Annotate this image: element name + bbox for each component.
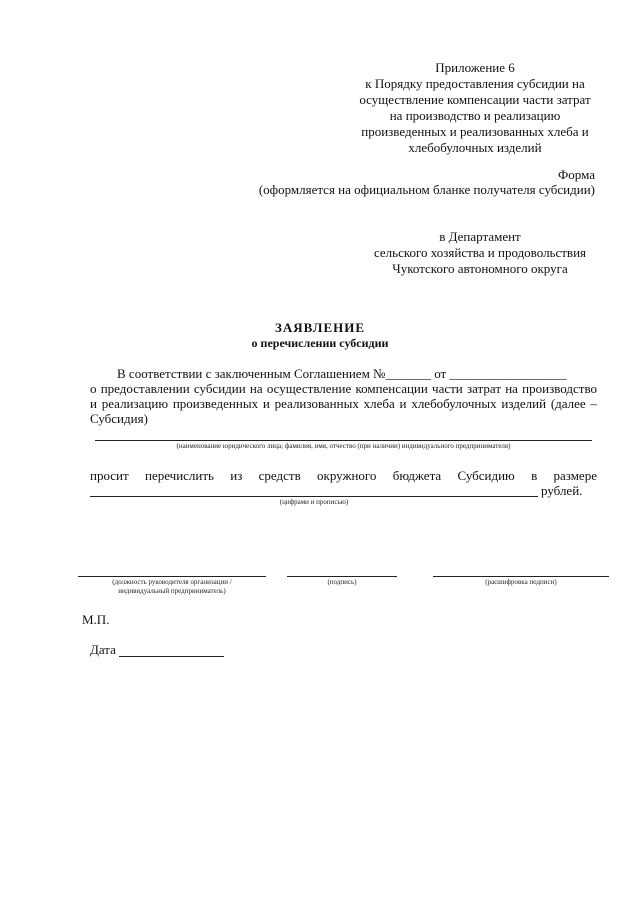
amount-caption: (цифрами и прописью): [279, 498, 349, 506]
position-field[interactable]: [78, 576, 266, 577]
signature-decoding-caption: (расшифровка подписи): [485, 578, 557, 586]
request-line: [90, 468, 597, 484]
position-caption-line: (должность руководителя организации /: [112, 578, 232, 586]
request-word: размере: [553, 468, 597, 483]
amount-field[interactable]: [90, 496, 538, 497]
appendix-line: хлебобулочных изделий: [408, 140, 542, 155]
addressee-block: [360, 229, 600, 277]
recipient-name-caption: (наименование юридического лица; фамилия, имя, отчество (при наличии) индивидуального предпринимателя): [176, 442, 511, 450]
appendix-line: произведенных и реализованных хлеба и: [361, 124, 589, 139]
recipient-name-field[interactable]: [95, 440, 592, 441]
agreement-line: Субсидия): [90, 411, 148, 426]
appendix-title: Приложение 6: [435, 60, 515, 75]
addressee-line: сельского хозяйства и продовольствия: [373, 245, 587, 260]
signature-caption: (подпись): [327, 578, 357, 586]
stamp-label: М.П.: [82, 612, 110, 627]
appendix-line: на производство и реализацию: [389, 108, 561, 123]
date-label: Дата: [90, 642, 116, 657]
appendix-line: осуществление компенсации части затрат: [359, 92, 591, 107]
signature-field[interactable]: [287, 576, 397, 577]
signature-decoding-field[interactable]: [433, 576, 609, 577]
position-caption-line: индивидуальный предприниматель): [118, 587, 226, 595]
form-label: Форма: [558, 167, 595, 182]
form-note: (оформляется на официальном бланке получателя субсидии): [258, 182, 595, 197]
addressee-line: в Департамент: [439, 229, 521, 244]
request-word: окружного: [317, 468, 377, 483]
request-word: Субсидию: [457, 468, 515, 483]
document-subtitle: о перечислении субсидии: [251, 336, 389, 350]
appendix-line: к Порядку предоставления субсидии на: [365, 76, 585, 91]
request-word: просит: [90, 468, 129, 483]
agreement-line: В соответствии с заключенным Соглашением №_______ от __________________: [117, 366, 567, 381]
agreement-line: и реализацию произведенных и реализованных хлеба и хлебобулочных изделий (далее –: [90, 396, 597, 411]
request-word: в: [531, 468, 538, 483]
request-word: средств: [258, 468, 301, 483]
request-word: перечислить: [144, 468, 214, 483]
request-word: из: [230, 468, 243, 483]
rubles-label: рублей.: [541, 483, 583, 498]
appendix-block: [355, 60, 595, 156]
date-field[interactable]: [119, 656, 224, 657]
position-caption: [78, 578, 266, 596]
addressee-line: Чукотского автономного округа: [392, 261, 568, 276]
document-title: ЗАЯВЛЕНИЕ: [274, 320, 366, 335]
agreement-line: о предоставлении субсидии на осуществление компенсации части затрат на производство: [90, 381, 597, 396]
request-word: бюджета: [392, 468, 442, 483]
